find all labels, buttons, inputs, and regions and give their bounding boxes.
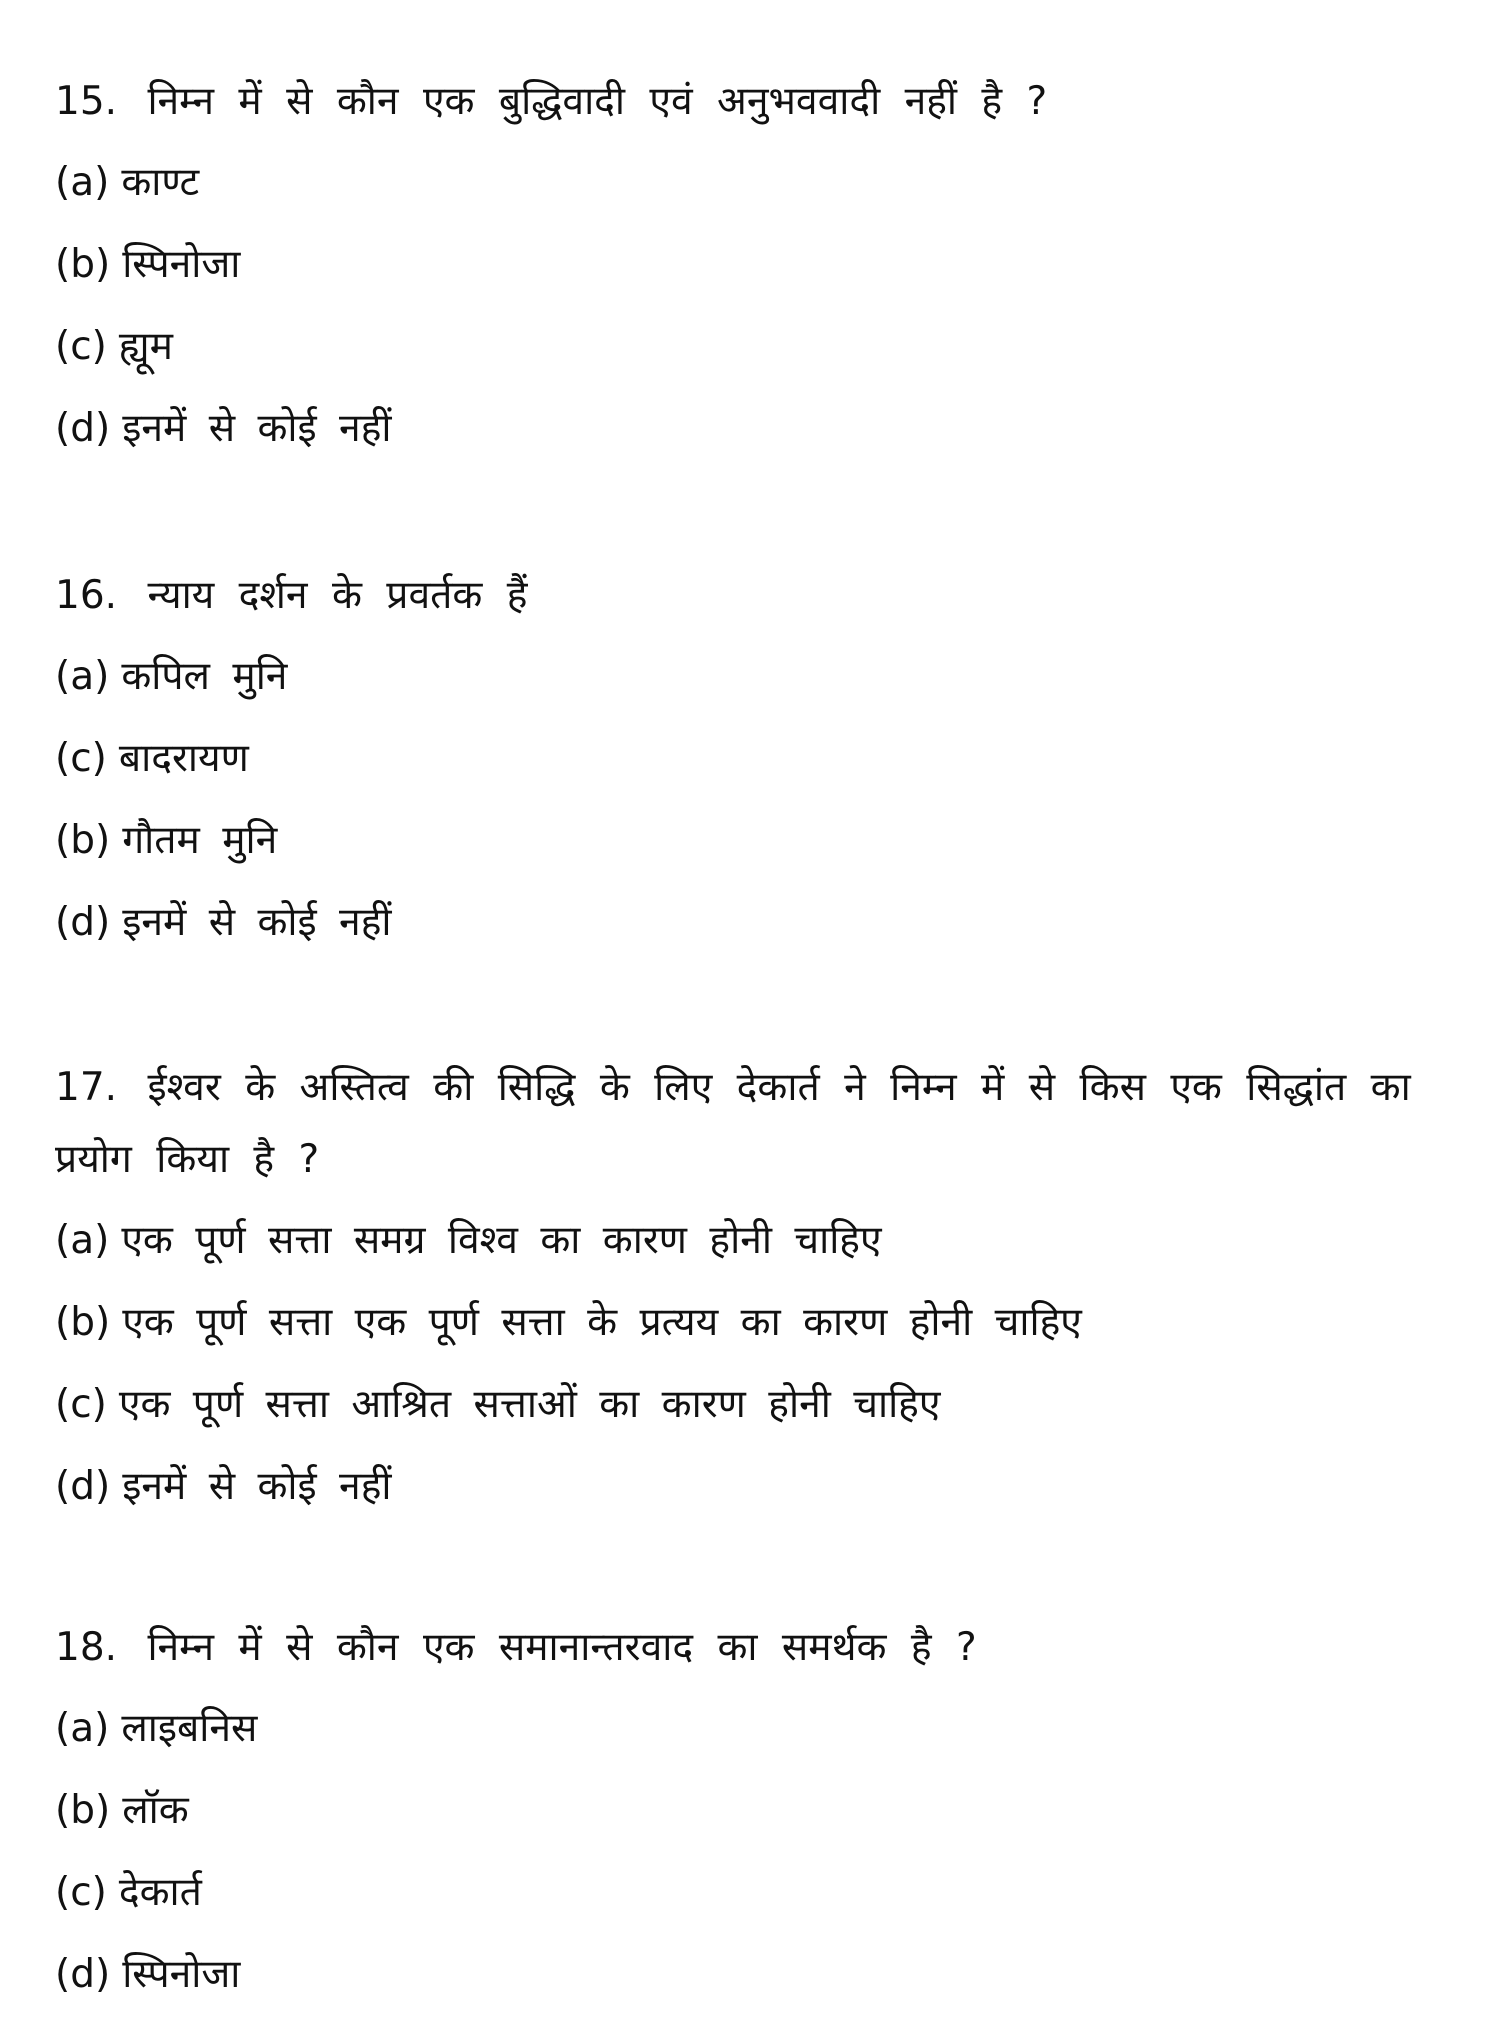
option-key: (b): [55, 1788, 111, 1833]
question-18: [55, 1612, 1445, 2016]
option-d: [55, 1446, 1445, 1528]
option-text: एक पूर्ण सत्ता समग्र विश्व का कारण होनी चाहिए: [121, 1218, 882, 1263]
option-key: (c): [55, 1382, 107, 1427]
question-number: 17.: [55, 1065, 118, 1110]
question-17: [55, 1052, 1445, 1528]
option-text: बादरायण: [118, 736, 249, 781]
option-key: (a): [55, 160, 110, 205]
option-key: (a): [55, 1706, 110, 1751]
option-key: (d): [55, 1464, 111, 1509]
option-d: [55, 1934, 1445, 2016]
question-stem: निम्न में से कौन एक बुद्धिवादी एवं अनुभववादी नहीं है ?: [147, 79, 1048, 124]
question-stem: निम्न में से कौन एक समानान्तरवाद का समर्थक है ?: [147, 1625, 977, 1670]
option-key: (a): [55, 654, 110, 699]
question-stem: ईश्वर के अस्तित्व की सिद्धि के लिए देकार्त ने निम्न में से किस एक सिद्धांत का प्रयोग किया है ?: [55, 1065, 1411, 1182]
option-b: [55, 800, 1445, 882]
option-text: एक पूर्ण सत्ता आश्रित सत्ताओं का कारण होनी चाहिए: [118, 1382, 941, 1427]
option-a: [55, 1688, 1445, 1770]
option-text: इनमें से कोई नहीं: [122, 406, 392, 451]
option-key: (d): [55, 1952, 111, 1997]
option-text: इनमें से कोई नहीं: [122, 1464, 392, 1509]
question-16: [55, 560, 1445, 964]
question-text: [55, 66, 1445, 138]
option-key: (c): [55, 324, 107, 369]
option-c: [55, 306, 1445, 388]
option-text: काण्ट: [121, 160, 200, 205]
option-key: (d): [55, 406, 111, 451]
option-text: देकार्त: [118, 1870, 202, 1915]
option-c: [55, 1852, 1445, 1934]
option-key: (d): [55, 900, 111, 945]
option-a: [55, 636, 1445, 718]
option-key: (c): [55, 1870, 107, 1915]
option-c: [55, 718, 1445, 800]
option-text: लाइबनिस: [121, 1706, 258, 1751]
option-text: लॉक: [122, 1788, 189, 1833]
question-stem: न्याय दर्शन के प्रवर्तक हैं: [147, 573, 528, 618]
question-number: 16.: [55, 573, 118, 618]
option-a: [55, 1200, 1445, 1282]
option-text: कपिल मुनि: [121, 654, 288, 699]
option-key: (b): [55, 1300, 111, 1345]
option-key: (c): [55, 736, 107, 781]
option-b: [55, 1770, 1445, 1852]
option-key: (b): [55, 818, 111, 863]
option-text: गौतम मुनि: [122, 818, 278, 863]
question-number: 18.: [55, 1625, 118, 1670]
question-text: [55, 560, 1445, 632]
question-text: [55, 1052, 1445, 1196]
option-text: इनमें से कोई नहीं: [122, 900, 392, 945]
option-text: ह्यूम: [118, 324, 173, 369]
question-number: 15.: [55, 79, 118, 124]
option-a: [55, 142, 1445, 224]
option-text: स्पिनोजा: [122, 1952, 241, 1997]
option-text: स्पिनोजा: [122, 242, 241, 287]
option-text: एक पूर्ण सत्ता एक पूर्ण सत्ता के प्रत्यय का कारण होनी चाहिए: [122, 1300, 1082, 1345]
option-d: [55, 882, 1445, 964]
option-key: (b): [55, 242, 111, 287]
option-key: (a): [55, 1218, 110, 1263]
question-text: [55, 1612, 1445, 1684]
option-d: [55, 388, 1445, 470]
option-b: [55, 224, 1445, 306]
option-b: [55, 1282, 1445, 1364]
question-15: [55, 66, 1445, 470]
option-c: [55, 1364, 1445, 1446]
